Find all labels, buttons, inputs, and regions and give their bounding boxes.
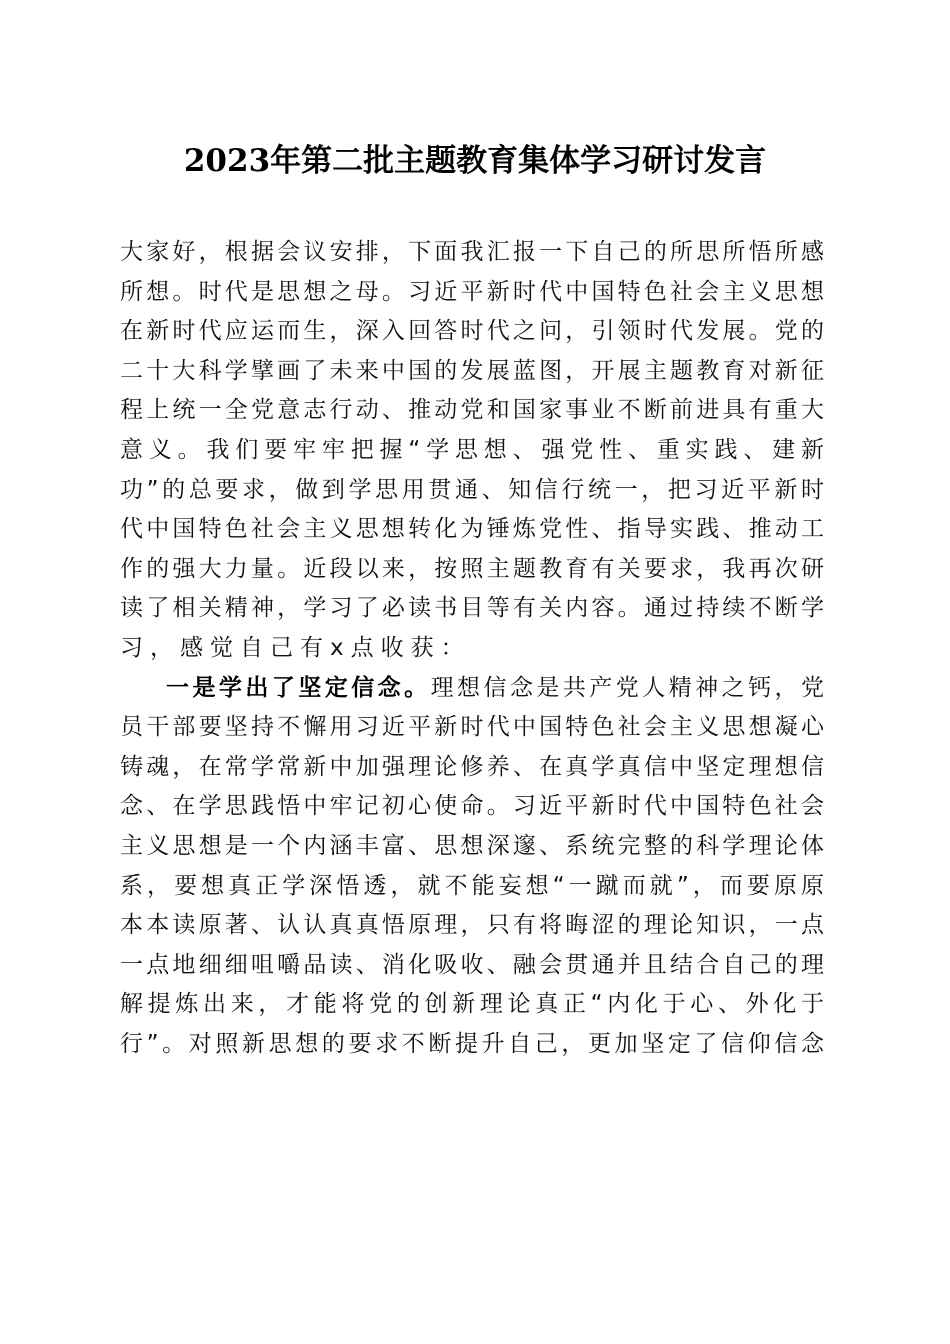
text-line: 作的强大力量。近段以来，按照主题教育有关要求，我再次研	[120, 555, 824, 582]
text-line: 读了相关精神，学习了必读书目等有关内容。通过持续不断学	[120, 595, 824, 622]
text-line-first	[120, 669, 824, 709]
text-line: 行”。对照新思想的要求不断提升自己，更加坚定了信仰信念	[120, 1030, 824, 1057]
text-line: 本本读原著、认认真真悟原理，只有将晦涩的理论知识，一点	[120, 912, 824, 939]
paragraph-heading: 一是学出了坚定信念。	[166, 674, 431, 701]
text-line: 在新时代应运而生，深入回答时代之问，引领时代发展。党的	[120, 318, 824, 345]
text-line: 功”的总要求，做到学思用贯通、知信行统一，把习近平新时	[120, 476, 824, 503]
paragraph-intro	[120, 233, 824, 669]
text-line: 铸魂，在常学常新中加强理论修养、在真学真信中坚定理想信	[120, 753, 824, 780]
text-line: 大家好，根据会议安排，下面我汇报一下自己的所思所悟所感	[120, 239, 824, 265]
text-line: 所想。时代是思想之母。习近平新时代中国特色社会主义思想	[120, 278, 824, 305]
text-line: 系，要想真正学深悟透，就不能妄想“一蹴而就”，而要原原	[120, 872, 824, 899]
text-line: 解提炼出来，才能将党的创新理论真正“内化于心、外化于	[120, 991, 824, 1018]
paragraph-point-one	[120, 669, 824, 1065]
text-line: 程上统一全党意志行动、推动党和国家事业不断前进具有重大	[120, 397, 824, 424]
text-line: 员干部要坚持不懈用习近平新时代中国特色社会主义思想凝心	[120, 714, 824, 741]
text-line: 一点地细细咀嚼品读、消化吸收、融会贯通并且结合自己的理	[120, 951, 824, 978]
text-line: 主义思想是一个内涵丰富、思想深邃、系统完整的科学理论体	[120, 832, 824, 859]
text-span: 理想信念是共产党人精神之钙，党	[430, 674, 825, 701]
text-line: 意义。我们要牢牢把握“学思想、强党性、重实践、建新	[120, 436, 824, 463]
document-title: 2023年第二批主题教育集体学习研讨发言	[183, 143, 767, 179]
text-line: 代中国特色社会主义思想转化为锤炼党性、指导实践、推动工	[120, 516, 824, 543]
text-line: 二十大科学擘画了未来中国的发展蓝图，开展主题教育对新征	[120, 357, 824, 384]
document-body	[120, 233, 824, 1064]
text-line: 念、在学思践悟中牢记初心使命。习近平新时代中国特色社会	[120, 793, 824, 820]
text-line: 习，感觉自己有x点收获：	[120, 634, 471, 661]
